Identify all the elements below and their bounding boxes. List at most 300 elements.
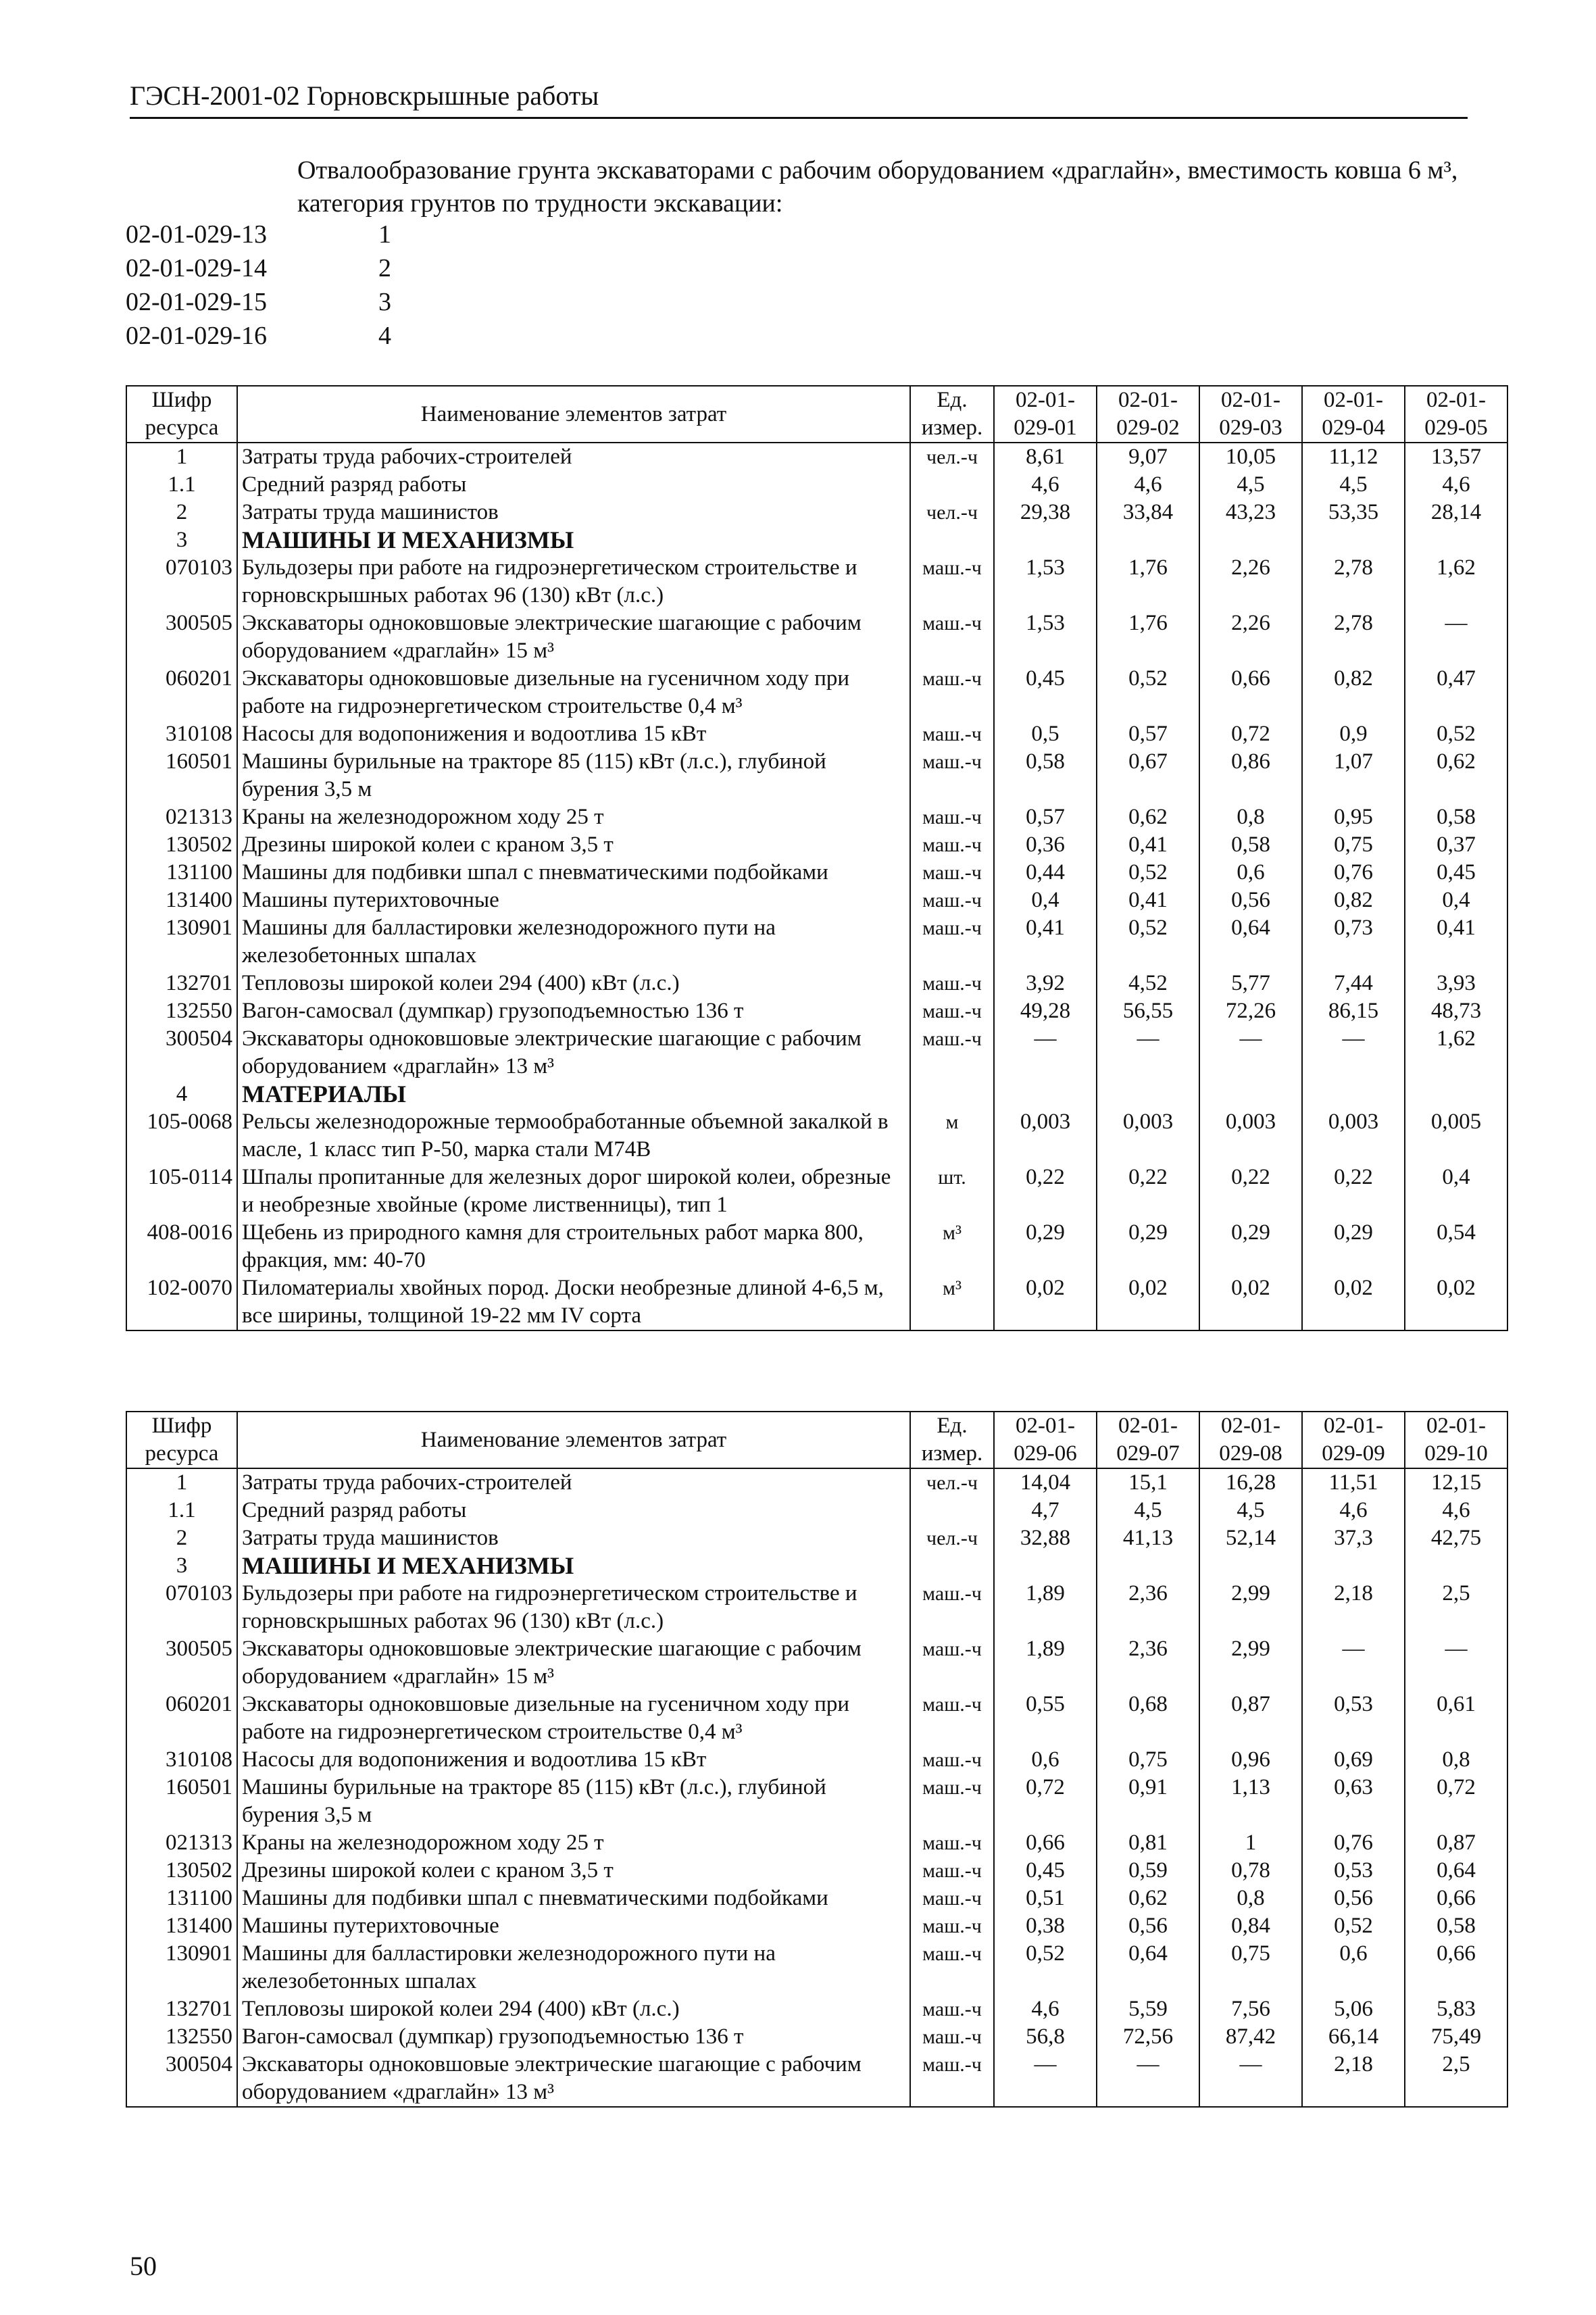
resource-code: 070103 — [126, 554, 237, 609]
table-row — [126, 1524, 1507, 1552]
resource-value: 4,52 — [1097, 970, 1199, 997]
code-number: 02-01-029-14 — [126, 254, 267, 282]
resource-code: 102-0070 — [126, 1274, 237, 1330]
resource-value: 2,36 — [1097, 1580, 1199, 1635]
resource-code: 130901 — [126, 914, 237, 970]
resource-code: 310108 — [126, 1746, 237, 1774]
table-row — [126, 1635, 1507, 1691]
resource-code: 1 — [126, 443, 237, 471]
resource-value: 86,15 — [1302, 997, 1405, 1025]
code-list-item — [126, 319, 391, 353]
resource-value: 0,56 — [1097, 1912, 1199, 1940]
resource-value: 0,53 — [1302, 1691, 1405, 1746]
resource-value: 0,62 — [1405, 748, 1507, 803]
resource-value: 4,6 — [1405, 1497, 1507, 1524]
resource-unit: маш.-ч — [910, 997, 994, 1025]
resource-unit: маш.-ч — [910, 1940, 994, 1995]
resource-unit: маш.-ч — [910, 748, 994, 803]
resource-value: 0,54 — [1405, 1219, 1507, 1274]
table-row — [126, 831, 1507, 859]
resource-value: 0,72 — [994, 1774, 1097, 1829]
column-header-variant: 02-01-029-09 — [1302, 1412, 1405, 1468]
resource-value: 0,02 — [1405, 1274, 1507, 1330]
resource-value: 0,78 — [1199, 1857, 1302, 1885]
resource-name: Шпалы пропитанные для железных дорог широкой колеи, обрезные и необрезные хвойные (кроме лиственницы), тип 1 — [237, 1164, 910, 1219]
resource-name: Краны на железнодорожном ходу 25 т — [237, 1829, 910, 1857]
resource-value: 0,003 — [1199, 1108, 1302, 1164]
resource-unit: маш.-ч — [910, 1995, 994, 2023]
table-row — [126, 1885, 1507, 1912]
column-header-code: Шифр ресурса — [126, 386, 237, 443]
column-header-variant: 02-01-029-08 — [1199, 1412, 1302, 1468]
resource-value: 4,7 — [994, 1497, 1097, 1524]
resource-name: Затраты труда машинистов — [237, 1524, 910, 1552]
resource-value: 0,41 — [1097, 831, 1199, 859]
resource-value: 0,52 — [1097, 859, 1199, 887]
resource-unit: чел.-ч — [910, 499, 994, 526]
table-row — [126, 1940, 1507, 1995]
resource-name: Затраты труда рабочих-строителей — [237, 1468, 910, 1497]
table-row — [126, 1912, 1507, 1940]
resource-value: 0,75 — [1302, 831, 1405, 859]
resource-value — [1302, 1552, 1405, 1580]
resource-code: 3 — [126, 526, 237, 554]
resource-value: 14,04 — [994, 1468, 1097, 1497]
resource-unit: м³ — [910, 1274, 994, 1330]
resource-value: 0,9 — [1302, 720, 1405, 748]
resource-value: 0,41 — [994, 914, 1097, 970]
resource-value: 41,13 — [1097, 1524, 1199, 1552]
resource-value: 0,02 — [1097, 1274, 1199, 1330]
section-row — [126, 1080, 1507, 1108]
resource-unit: маш.-ч — [910, 554, 994, 609]
resource-value: 48,73 — [1405, 997, 1507, 1025]
resource-value: 0,82 — [1302, 887, 1405, 914]
resource-value: 87,42 — [1199, 2023, 1302, 2051]
resource-value — [1199, 1080, 1302, 1108]
resource-value: 2,18 — [1302, 2051, 1405, 2107]
code-category: 1 — [378, 220, 391, 249]
resource-value: 5,06 — [1302, 1995, 1405, 2023]
resource-value: 4,6 — [1302, 1497, 1405, 1524]
resource-value: 0,02 — [1199, 1274, 1302, 1330]
resource-unit: маш.-ч — [910, 665, 994, 720]
code-category: 3 — [378, 288, 391, 316]
resource-code: 132701 — [126, 1995, 237, 2023]
resource-value: 9,07 — [1097, 443, 1199, 471]
resource-value: 1,13 — [1199, 1774, 1302, 1829]
table-row — [126, 499, 1507, 526]
resource-code: 131400 — [126, 887, 237, 914]
resource-value: 0,6 — [1302, 1940, 1405, 1995]
table-row — [126, 2023, 1507, 2051]
resource-value: 0,29 — [994, 1219, 1097, 1274]
resource-value: 0,38 — [994, 1912, 1097, 1940]
code-list — [126, 218, 391, 353]
resource-value: 0,64 — [1405, 1857, 1507, 1885]
resource-value: 0,75 — [1097, 1746, 1199, 1774]
resource-code: 132550 — [126, 997, 237, 1025]
resource-name: Экскаваторы одноковшовые дизельные на гусеничном ходу при работе на гидроэнергетическом строительстве 0,4 м³ — [237, 1691, 910, 1746]
resource-value: 0,67 — [1097, 748, 1199, 803]
table-row — [126, 665, 1507, 720]
resource-unit: маш.-ч — [910, 1691, 994, 1746]
resource-value: 32,88 — [994, 1524, 1097, 1552]
resource-value: 3,93 — [1405, 970, 1507, 997]
resource-value: 0,47 — [1405, 665, 1507, 720]
resource-code: 130901 — [126, 1940, 237, 1995]
resource-value: 1,07 — [1302, 748, 1405, 803]
resource-code: 070103 — [126, 1580, 237, 1635]
code-list-item — [126, 285, 391, 319]
resource-name: Рельсы железнодорожные термообработанные объемной закалкой в масле, 1 класс тип Р-50, марка стали М74В — [237, 1108, 910, 1164]
table-row — [126, 1857, 1507, 1885]
page-header — [130, 80, 1468, 119]
resource-value: 0,45 — [994, 1857, 1097, 1885]
resource-value — [1097, 1552, 1199, 1580]
resource-value: — — [994, 2051, 1097, 2107]
column-header-variant: 02-01-029-04 — [1302, 386, 1405, 443]
resource-value: 0,02 — [994, 1274, 1097, 1330]
resource-value: 7,44 — [1302, 970, 1405, 997]
resource-value: 0,22 — [1302, 1164, 1405, 1219]
resource-unit: м³ — [910, 1219, 994, 1274]
resource-value: 0,68 — [1097, 1691, 1199, 1746]
resource-name: Машины для подбивки шпал с пневматическими подбойками — [237, 859, 910, 887]
resource-value: 0,29 — [1199, 1219, 1302, 1274]
table-row — [126, 1497, 1507, 1524]
resource-value: 2,99 — [1199, 1580, 1302, 1635]
resource-value: — — [1405, 1635, 1507, 1691]
resource-unit: шт. — [910, 1164, 994, 1219]
page-header-title: ГЭСН-2001-02 Горновскрышные работы — [130, 80, 599, 111]
resource-value: 0,29 — [1302, 1219, 1405, 1274]
resource-name: Экскаваторы одноковшовые электрические шагающие с рабочим оборудованием «драглайн» 15 м³ — [237, 609, 910, 665]
resource-value: 0,52 — [1405, 720, 1507, 748]
resource-unit: маш.-ч — [910, 1829, 994, 1857]
resource-value: 37,3 — [1302, 1524, 1405, 1552]
resource-value: 53,35 — [1302, 499, 1405, 526]
resource-name: Дрезины широкой колеи с краном 3,5 т — [237, 1857, 910, 1885]
table-row — [126, 914, 1507, 970]
resource-unit: маш.-ч — [910, 859, 994, 887]
table-row — [126, 1164, 1507, 1219]
resource-code: 3 — [126, 1552, 237, 1580]
table-row — [126, 1274, 1507, 1330]
resource-value: 29,38 — [994, 499, 1097, 526]
resource-unit: маш.-ч — [910, 803, 994, 831]
resource-value: 52,14 — [1199, 1524, 1302, 1552]
resource-name: Средний разряд работы — [237, 1497, 910, 1524]
resource-value: 2,26 — [1199, 609, 1302, 665]
resource-value: 0,62 — [1097, 803, 1199, 831]
table-row — [126, 1774, 1507, 1829]
code-number: 02-01-029-16 — [126, 322, 267, 350]
table-row — [126, 609, 1507, 665]
intro-text: Отвалообразование грунта экскаваторами с рабочим оборудованием «драглайн», вместимость ковша 6 м³, категория грунтов по трудности экскавации: — [297, 156, 1458, 218]
table-row — [126, 1829, 1507, 1857]
resource-value: 0,64 — [1097, 1940, 1199, 1995]
resource-value — [1405, 526, 1507, 554]
resource-value: 1,89 — [994, 1580, 1097, 1635]
resource-value: 1,89 — [994, 1635, 1097, 1691]
column-header-variant: 02-01-029-03 — [1199, 386, 1302, 443]
resource-code: 300505 — [126, 609, 237, 665]
resource-value: 16,28 — [1199, 1468, 1302, 1497]
resource-name: Машины для подбивки шпал с пневматическими подбойками — [237, 1885, 910, 1912]
resource-unit: чел.-ч — [910, 1524, 994, 1552]
resource-value: 0,003 — [1097, 1108, 1199, 1164]
resource-value: 2,5 — [1405, 1580, 1507, 1635]
resource-value: 0,59 — [1097, 1857, 1199, 1885]
column-header-variant: 02-01-029-06 — [994, 1412, 1097, 1468]
table-row — [126, 1468, 1507, 1497]
resource-value: 0,6 — [994, 1746, 1097, 1774]
resource-value: 1,53 — [994, 554, 1097, 609]
resource-table-2 — [126, 1411, 1508, 2108]
resource-name: Затраты труда машинистов — [237, 499, 910, 526]
resource-code: 300504 — [126, 2051, 237, 2107]
resource-value: 0,91 — [1097, 1774, 1199, 1829]
column-header-variant: 02-01-029-02 — [1097, 386, 1199, 443]
section-row — [126, 526, 1507, 554]
code-list-item — [126, 218, 391, 251]
resource-value: — — [994, 1025, 1097, 1080]
resource-value: 0,56 — [1302, 1885, 1405, 1912]
resource-unit: чел.-ч — [910, 443, 994, 471]
resource-unit — [910, 471, 994, 499]
resource-value: 0,51 — [994, 1885, 1097, 1912]
resource-value: 0,22 — [1097, 1164, 1199, 1219]
resource-code: 1.1 — [126, 471, 237, 499]
resource-name: Экскаваторы одноковшовые электрические шагающие с рабочим оборудованием «драглайн» 13 м³ — [237, 1025, 910, 1080]
resource-value: 4,6 — [994, 1995, 1097, 2023]
resource-code: 160501 — [126, 748, 237, 803]
resource-value: 42,75 — [1405, 1524, 1507, 1552]
table-row — [126, 1219, 1507, 1274]
resource-value: — — [1405, 609, 1507, 665]
resource-value: 0,75 — [1199, 1940, 1302, 1995]
resource-code: 2 — [126, 1524, 237, 1552]
table-row — [126, 887, 1507, 914]
resource-unit: маш.-ч — [910, 1885, 994, 1912]
table-header-row — [126, 386, 1507, 443]
resource-code: 300504 — [126, 1025, 237, 1080]
resource-value — [1405, 1552, 1507, 1580]
page-number: 50 — [130, 2251, 157, 2281]
resource-value: 0,53 — [1302, 1857, 1405, 1885]
section-row — [126, 1552, 1507, 1580]
resource-name: Средний разряд работы — [237, 471, 910, 499]
resource-unit — [910, 1080, 994, 1108]
resource-value: 0,52 — [1302, 1912, 1405, 1940]
resource-value: 0,003 — [1302, 1108, 1405, 1164]
resource-name: Затраты труда рабочих-строителей — [237, 443, 910, 471]
resource-unit: маш.-ч — [910, 831, 994, 859]
code-category: 2 — [378, 254, 391, 282]
table-row — [126, 997, 1507, 1025]
resource-value: 0,005 — [1405, 1108, 1507, 1164]
resource-value: 5,77 — [1199, 970, 1302, 997]
resource-name: Машины для балластировки железнодорожного пути на железобетонных шпалах — [237, 1940, 910, 1995]
resource-name: Экскаваторы одноковшовые электрические шагающие с рабочим оборудованием «драглайн» 13 м³ — [237, 2051, 910, 2107]
resource-value: — — [1302, 1635, 1405, 1691]
resource-value: 0,66 — [1405, 1940, 1507, 1995]
resource-value: 4,5 — [1097, 1497, 1199, 1524]
resource-unit: маш.-ч — [910, 887, 994, 914]
table-row — [126, 2051, 1507, 2107]
resource-name: МАШИНЫ И МЕХАНИЗМЫ — [237, 1552, 910, 1580]
resource-value: 1,53 — [994, 609, 1097, 665]
resource-value: 0,45 — [994, 665, 1097, 720]
resource-value: 2,78 — [1302, 554, 1405, 609]
column-header-name: Наименование элементов затрат — [237, 386, 910, 443]
resource-name: Машины путерихтовочные — [237, 1912, 910, 1940]
table-row — [126, 1691, 1507, 1746]
resource-value: 0,61 — [1405, 1691, 1507, 1746]
resource-name: Бульдозеры при работе на гидроэнергетическом строительстве и горновскрышных работах 96 (130) кВт (л.с.) — [237, 1580, 910, 1635]
resource-value: 5,83 — [1405, 1995, 1507, 2023]
resource-value: — — [1199, 1025, 1302, 1080]
resource-name: Машины бурильные на тракторе 85 (115) кВт (л.с.), глубиной бурения 3,5 м — [237, 748, 910, 803]
resource-unit: маш.-ч — [910, 609, 994, 665]
column-header-variant: 02-01-029-10 — [1405, 1412, 1507, 1468]
resource-unit: маш.-ч — [910, 914, 994, 970]
resource-code: 130502 — [126, 1857, 237, 1885]
resource-value: 75,49 — [1405, 2023, 1507, 2051]
resource-value: 0,4 — [994, 887, 1097, 914]
table-row — [126, 1580, 1507, 1635]
resource-table-1 — [126, 385, 1508, 1331]
resource-value: 28,14 — [1405, 499, 1507, 526]
resource-value — [1097, 526, 1199, 554]
resource-value: 0,58 — [1405, 1912, 1507, 1940]
resource-value: 0,69 — [1302, 1746, 1405, 1774]
resource-value: 0,63 — [1302, 1774, 1405, 1829]
resource-value: 0,52 — [994, 1940, 1097, 1995]
resource-value: 72,26 — [1199, 997, 1302, 1025]
resource-code: 132701 — [126, 970, 237, 997]
resource-value: 0,6 — [1199, 859, 1302, 887]
resource-name: МАТЕРИАЛЫ — [237, 1080, 910, 1108]
resource-name: Тепловозы широкой колеи 294 (400) кВт (л.с.) — [237, 970, 910, 997]
table-row — [126, 1025, 1507, 1080]
resource-value: 11,12 — [1302, 443, 1405, 471]
resource-value: — — [1199, 2051, 1302, 2107]
resource-value: 66,14 — [1302, 2023, 1405, 2051]
resource-code: 2 — [126, 499, 237, 526]
table-header-row — [126, 1412, 1507, 1468]
resource-value: 0,44 — [994, 859, 1097, 887]
resource-value — [1199, 526, 1302, 554]
column-header-code: Шифр ресурса — [126, 1412, 237, 1468]
resource-value: 0,52 — [1097, 914, 1199, 970]
resource-value: 8,61 — [994, 443, 1097, 471]
resource-value: 0,62 — [1097, 1885, 1199, 1912]
resource-value: 1,76 — [1097, 554, 1199, 609]
resource-value: 0,64 — [1199, 914, 1302, 970]
table-row — [126, 471, 1507, 499]
column-header-unit: Ед. измер. — [910, 1412, 994, 1468]
resource-code: 1 — [126, 1468, 237, 1497]
resource-value: 0,52 — [1097, 665, 1199, 720]
resource-code: 160501 — [126, 1774, 237, 1829]
resource-unit: чел.-ч — [910, 1468, 994, 1497]
resource-value: 0,87 — [1199, 1691, 1302, 1746]
resource-value: 7,56 — [1199, 1995, 1302, 2023]
resource-code: 060201 — [126, 665, 237, 720]
resource-name: Вагон-самосвал (думпкар) грузоподъемностью 136 т — [237, 2023, 910, 2051]
resource-code: 105-0114 — [126, 1164, 237, 1219]
resource-value: 0,37 — [1405, 831, 1507, 859]
resource-code: 021313 — [126, 1829, 237, 1857]
resource-value: 0,02 — [1302, 1274, 1405, 1330]
resource-value — [994, 1080, 1097, 1108]
resource-value: 4,6 — [1405, 471, 1507, 499]
resource-value: 4,5 — [1199, 1497, 1302, 1524]
resource-value — [1199, 1552, 1302, 1580]
resource-value: 43,23 — [1199, 499, 1302, 526]
resource-unit: маш.-ч — [910, 1857, 994, 1885]
resource-value: 15,1 — [1097, 1468, 1199, 1497]
resource-unit: маш.-ч — [910, 970, 994, 997]
resource-value: 0,82 — [1302, 665, 1405, 720]
resource-code: 131100 — [126, 1885, 237, 1912]
resource-name: Бульдозеры при работе на гидроэнергетическом строительстве и горновскрышных работах 96 (130) кВт (л.с.) — [237, 554, 910, 609]
resource-name: Насосы для водопонижения и водоотлива 15 кВт — [237, 1746, 910, 1774]
resource-value — [994, 1552, 1097, 1580]
resource-value: 0,95 — [1302, 803, 1405, 831]
resource-value: 2,78 — [1302, 609, 1405, 665]
resource-name: Насосы для водопонижения и водоотлива 15 кВт — [237, 720, 910, 748]
resource-name: Тепловозы широкой колеи 294 (400) кВт (л.с.) — [237, 1995, 910, 2023]
column-header-variant: 02-01-029-07 — [1097, 1412, 1199, 1468]
column-header-unit: Ед. измер. — [910, 386, 994, 443]
resource-value — [1302, 1080, 1405, 1108]
resource-value: 2,5 — [1405, 2051, 1507, 2107]
resource-unit — [910, 1497, 994, 1524]
table-row — [126, 970, 1507, 997]
table-row — [126, 748, 1507, 803]
resource-unit: маш.-ч — [910, 1746, 994, 1774]
resource-value: 0,22 — [1199, 1164, 1302, 1219]
resource-value: 0,57 — [994, 803, 1097, 831]
resource-unit: м — [910, 1108, 994, 1164]
resource-code: 105-0068 — [126, 1108, 237, 1164]
resource-value: 72,56 — [1097, 2023, 1199, 2051]
code-list-item — [126, 251, 391, 285]
resource-value: 0,81 — [1097, 1829, 1199, 1857]
table-row — [126, 803, 1507, 831]
resource-value: 0,73 — [1302, 914, 1405, 970]
resource-value: 0,8 — [1405, 1746, 1507, 1774]
table-row — [126, 1995, 1507, 2023]
resource-value: 0,36 — [994, 831, 1097, 859]
resource-unit: маш.-ч — [910, 1635, 994, 1691]
resource-value: 0,76 — [1302, 1829, 1405, 1857]
resource-value: 0,57 — [1097, 720, 1199, 748]
resource-unit — [910, 1552, 994, 1580]
code-number: 02-01-029-15 — [126, 288, 267, 316]
resource-value: 0,003 — [994, 1108, 1097, 1164]
resource-value: 1,76 — [1097, 609, 1199, 665]
resource-code: 132550 — [126, 2023, 237, 2051]
resource-code: 130502 — [126, 831, 237, 859]
resource-value: 0,66 — [1405, 1885, 1507, 1912]
resource-name: Машины путерихтовочные — [237, 887, 910, 914]
table-row — [126, 859, 1507, 887]
resource-value: 0,22 — [994, 1164, 1097, 1219]
